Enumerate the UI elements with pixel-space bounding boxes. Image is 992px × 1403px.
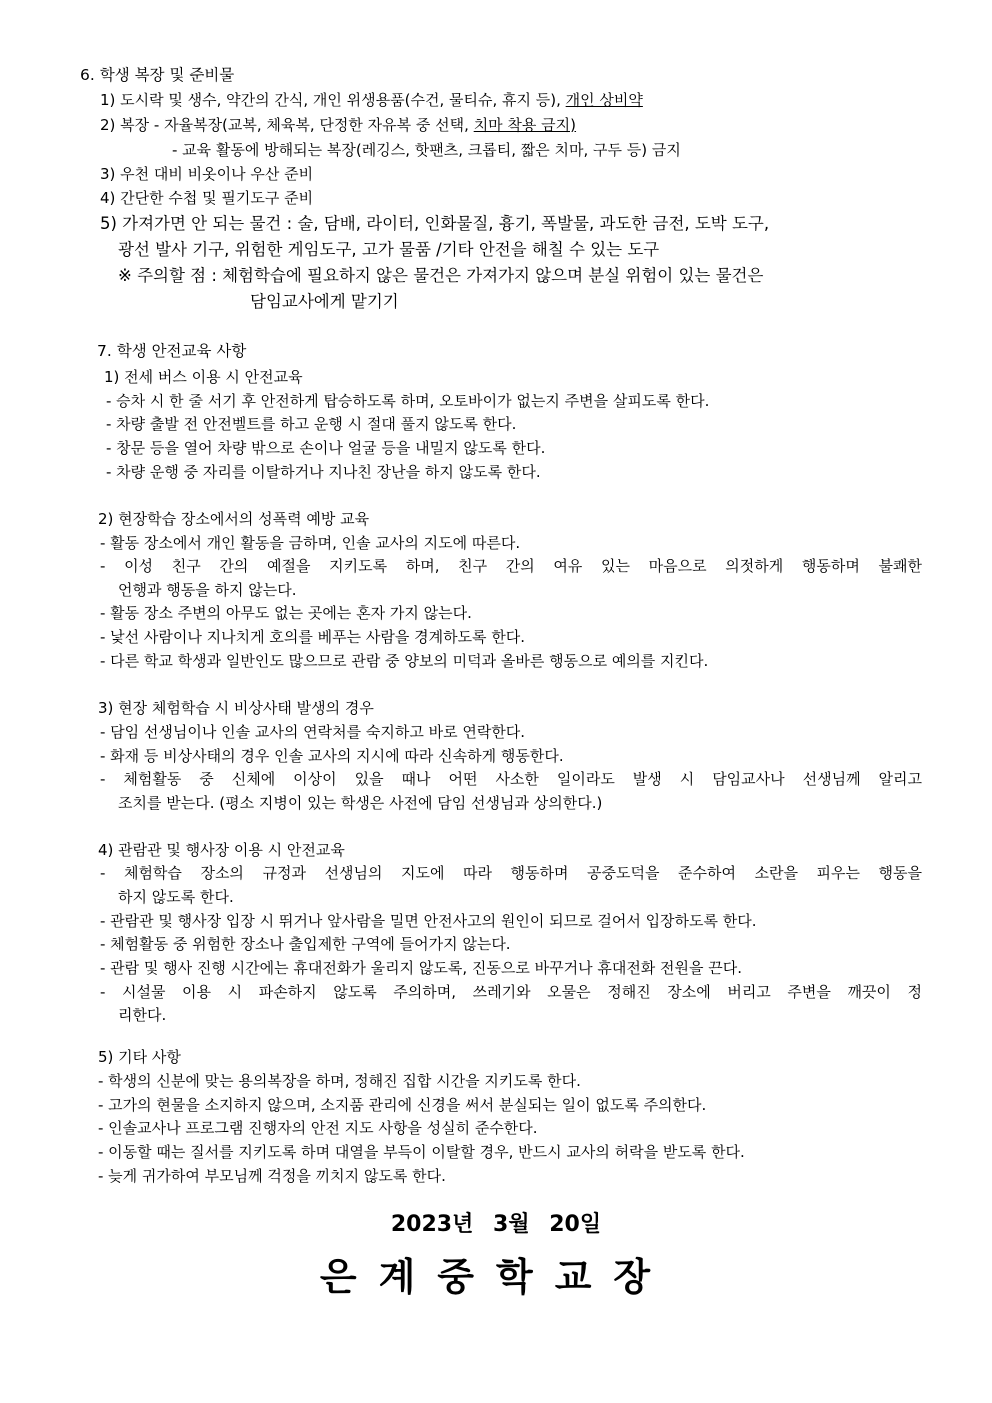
section-6-note-line-1: ※ 주의할 점 : 체험학습에 필요하지 않은 물건은 가져가지 않으며 분실 위험이 있는 물건은	[118, 266, 764, 285]
sub-4-title: 4) 관람관 및 행사장 이용 시 안전교육	[98, 841, 345, 859]
section-6-item-2-text: 2) 복장 - 자율복장(교복, 체육복, 단정한 자유복 중 선택,	[100, 116, 474, 134]
section-6-item-5-line-2: 광선 발사 기구, 위험한 게임도구, 고가 물품 /기타 안전을 해칠 수 있는 도구	[118, 240, 660, 259]
sub-3-item-2: - 화재 등 비상사태의 경우 인솔 교사의 지시에 따라 신속하게 행동한다.	[100, 747, 564, 765]
sub-4-item-5-line-1: - 시설물 이용 시 파손하지 않도록 주의하며, 쓰레기와 오물은 정해진 장소에 버리고 주변을 깨끗이 정	[100, 983, 922, 1001]
section-6-note-line-2: 담임교사에게 맡기기	[250, 292, 399, 311]
section-6-item-2-underline: 치마 착용 금지)	[473, 116, 577, 134]
section-6-item-1-underline: 개인 상비약	[565, 91, 643, 109]
sub-1-title: 1) 전세 버스 이용 시 안전교육	[104, 368, 303, 386]
sub-2-item-3: - 활동 장소 주변의 아무도 없는 곳에는 혼자 가지 않는다.	[100, 604, 472, 622]
document-date: 2023년 3월 20일	[390, 1212, 602, 1237]
sub-4-item-5-line-2: 리한다.	[118, 1006, 167, 1024]
school-principal-signature: 은계중학교장	[319, 1255, 673, 1299]
sub-3-item-3-line-1: - 체험활동 중 신체에 이상이 있을 때나 어떤 사소한 일이라도 발생 시 담임교사나 선생님께 알리고	[100, 770, 922, 788]
section-6-item-2	[100, 114, 576, 138]
sub-1-item: - 승차 시 한 줄 서기 후 안전하게 탑승하도록 하며, 오토바이가 없는지 주변을 살피도록 한다.	[106, 392, 710, 410]
section-6-item-3: 3) 우천 대비 비옷이나 우산 준비	[100, 165, 314, 183]
sub-3-item-1: - 담임 선생님이나 인솔 교사의 연락처를 숙지하고 바로 연락한다.	[100, 723, 526, 741]
sub-1-item: - 차량 출발 전 안전벨트를 하고 운행 시 절대 풀지 않도록 한다.	[106, 415, 517, 433]
section-6-item-1	[100, 89, 643, 113]
section-6-item-5-line-1: 5) 가져가면 안 되는 물건 : 술, 담배, 라이터, 인화물질, 흉기, 폭발물, 과도한 금전, 도박 도구,	[100, 214, 770, 233]
sub-3-title: 3) 현장 체험학습 시 비상사태 발생의 경우	[98, 699, 374, 717]
section-6-title: 6. 학생 복장 및 준비물	[80, 66, 235, 84]
sub-3-item-3-line-2: 조치를 받는다. (평소 지병이 있는 학생은 사전에 담임 선생님과 상의한다.)	[118, 794, 603, 812]
sub-2-item-2-line-1: - 이성 친구 간의 예절을 지키도록 하며, 친구 간의 여유 있는 마음으로 의젓하게 행동하며 불쾌한	[100, 557, 922, 575]
sub-5-item: - 인솔교사나 프로그램 진행자의 안전 지도 사항을 성실히 준수한다.	[98, 1119, 538, 1137]
sub-2-item-5: - 다른 학교 학생과 일반인도 많으므로 관람 중 양보의 미덕과 올바른 행동으로 예의를 지킨다.	[100, 652, 709, 670]
section-7-title: 7. 학생 안전교육 사항	[97, 342, 247, 360]
sub-5-item: - 이동할 때는 질서를 지키도록 하며 대열을 부득이 이탈할 경우, 반드시 교사의 허락을 받도록 한다.	[98, 1143, 745, 1161]
sub-1-item: - 창문 등을 열어 차량 밖으로 손이나 얼굴 등을 내밀지 않도록 한다.	[106, 439, 546, 457]
sub-2-item-1: - 활동 장소에서 개인 활동을 금하며, 인솔 교사의 지도에 따른다.	[100, 534, 521, 552]
sub-5-item: - 늦게 귀가하여 부모님께 걱정을 끼치지 않도록 한다.	[98, 1167, 446, 1185]
sub-4-item-3: - 체험활동 중 위험한 장소나 출입제한 구역에 들어가지 않는다.	[100, 935, 511, 953]
sub-5-title: 5) 기타 사항	[98, 1048, 181, 1066]
section-6-item-1-text: 1) 도시락 및 생수, 약간의 간식, 개인 위생용품(수건, 물티슈, 휴지 등),	[100, 91, 566, 109]
sub-1-item: - 차량 운행 중 자리를 이탈하거나 지나친 장난을 하지 않도록 한다.	[106, 463, 541, 481]
sub-4-item-2: - 관람관 및 행사장 입장 시 뛰거나 앞사람을 밀면 안전사고의 원인이 되므로 걸어서 입장하도록 한다.	[100, 912, 757, 930]
sub-5-item: - 학생의 신분에 맞는 용의복장을 하며, 정해진 집합 시간을 지키도록 한다.	[98, 1072, 581, 1090]
sub-4-item-4: - 관람 및 행사 진행 시간에는 휴대전화가 울리지 않도록, 진동으로 바꾸거나 휴대전화 전원을 끈다.	[100, 959, 743, 977]
sub-4-item-1-line-2: 하지 않도록 한다.	[118, 888, 234, 906]
sub-2-item-2-line-2: 언행과 행동을 하지 않는다.	[118, 581, 297, 599]
sub-2-title: 2) 현장학습 장소에서의 성폭력 예방 교육	[98, 510, 370, 528]
section-6-item-4: 4) 간단한 수첩 및 필기도구 준비	[100, 189, 314, 207]
sub-5-item: - 고가의 현물을 소지하지 않으며, 소지품 관리에 신경을 써서 분실되는 일이 없도록 주의한다.	[98, 1096, 707, 1114]
sub-2-item-4: - 낯선 사람이나 지나치게 호의를 베푸는 사람을 경계하도록 한다.	[100, 628, 526, 646]
section-6-item-2-sub: - 교육 활동에 방해되는 복장(레깅스, 핫팬츠, 크롭티, 짧은 치마, 구두 등) 금지	[172, 141, 681, 159]
sub-4-item-1-line-1: - 체험학습 장소의 규정과 선생님의 지도에 따라 행동하며 공중도덕을 준수하여 소란을 피우는 행동을	[100, 864, 922, 882]
